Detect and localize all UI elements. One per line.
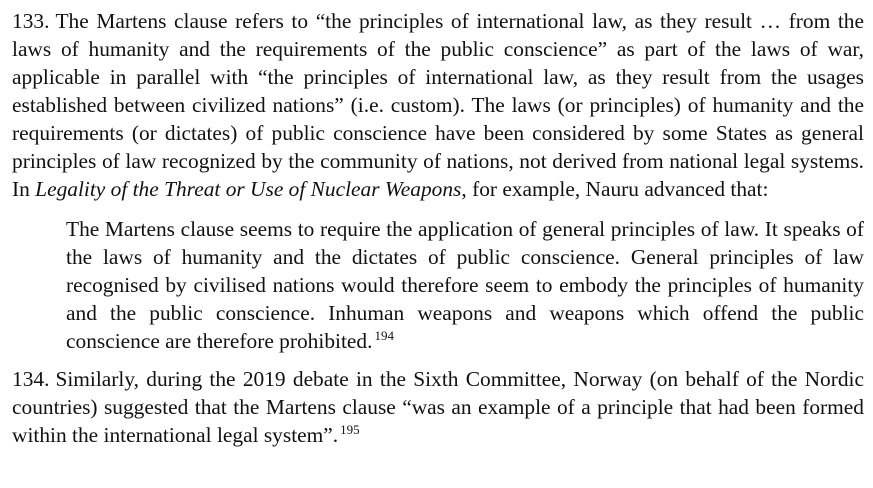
footnote-ref-194: 194 — [374, 327, 394, 343]
document-page — [12, 7, 864, 449]
quote-text: The Martens clause seems to require the application of general principles of law. It speaks of the laws of humanity and the dictates of public conscience. General principles of law recognised by civilised nations would therefore seem to embody the principles of humanity and the public conscience. Inhuman weapons and weapons which offend the public conscience are therefore prohibited. — [66, 217, 864, 353]
paragraph-134 — [12, 365, 864, 449]
paragraph-text: The Martens clause refers to “the principles of international law, as they result … from the laws of humanity and the requirements of the public conscience” as part of the laws of war, applicable in parallel with “the principles of international law, as they result from the usages established between civilized nations” (i.e. custom). The laws (or principles) of humanity and the requirements (or dictates) of public conscience have been considered by some States as general principles of law recognized by the community of nations, not derived from national legal systems. In — [12, 9, 864, 201]
footnote-ref-195: 195 — [340, 421, 360, 437]
block-quote — [66, 215, 864, 355]
paragraph-number: 134. — [12, 367, 50, 391]
paragraph-text-end: , for example, Nauru advanced that: — [461, 177, 769, 201]
paragraph-133 — [12, 7, 864, 203]
paragraph-text: Similarly, during the 2019 debate in the Sixth Committee, Norway (on behalf of the Nordic countries) suggested that the Martens clause “was an example of a principle that had been formed within the international legal system”. — [12, 367, 864, 447]
case-name-italic: Legality of the Threat or Use of Nuclear Weapons — [35, 177, 462, 201]
paragraph-number: 133. — [12, 9, 50, 33]
